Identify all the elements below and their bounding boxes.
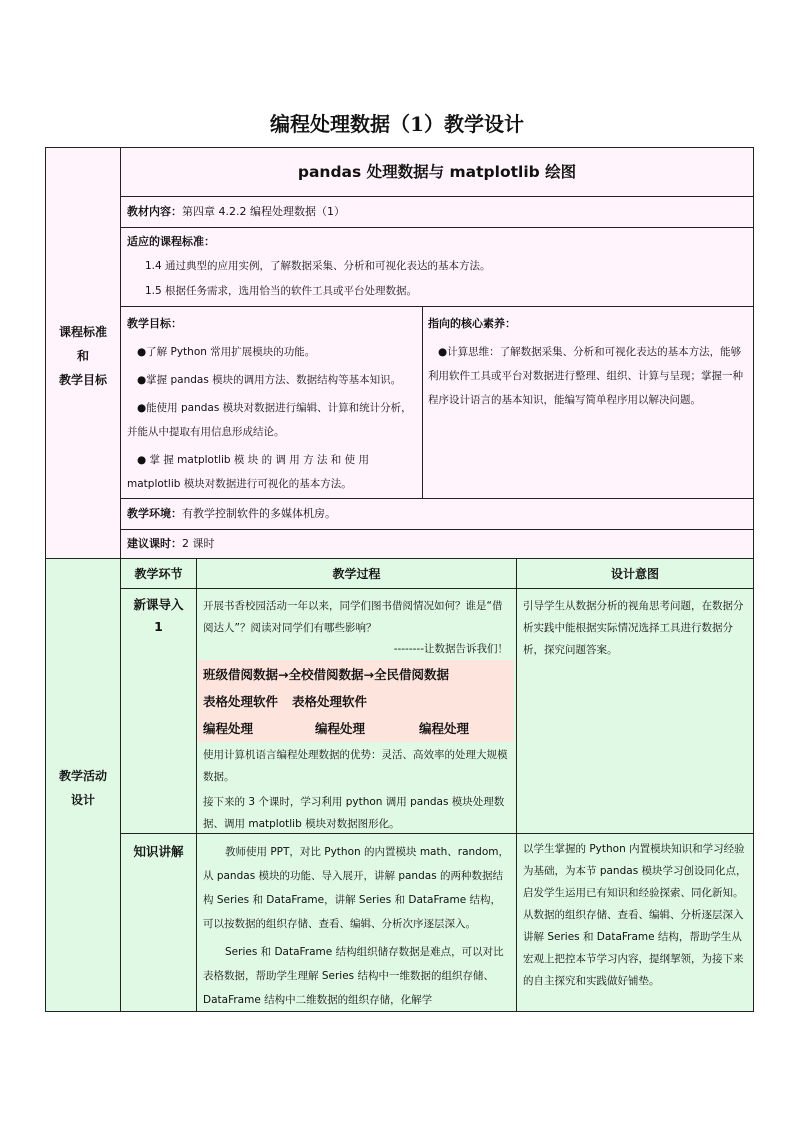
goal-item: ●掌握 pandas 模块的调用方法、数据结构等基本知识。 [137, 374, 402, 386]
standards-label: 适应的课程标准： [127, 235, 215, 248]
knowledge-para-1: 教师使用 PPT，对比 Python 的内置模块 math、random，从 pandas 模块的功能、导入展开，讲解 pandas 的两种数据结构 Series 和 DataFrame，讲解 Series 和 DataFrame 结构，可以按数据的组织存储、查看、编辑、分析次序逐层深入。 [203, 846, 509, 930]
highlight-line-3 [203, 719, 513, 739]
textbook-value: 第四章 4.2.2 编程处理数据（1） [182, 205, 345, 218]
knowledge-para-2: Series 和 DataFrame 结构组织储存数据是难点，可以对比表格数据，帮助学生理解 Series 结构中一维数据的组织存储、DataFrame 结构中二维数据的组织存储，化解学 [203, 946, 504, 1006]
textbook-row [127, 200, 747, 224]
stage-intro-number: 1 [154, 619, 163, 634]
goal-item: ●能使用 pandas 模块对数据进行编辑、计算和统计分析，并能从中提取有用信息形成结论。 [127, 402, 412, 438]
stage-knowledge: 知识讲解 [133, 844, 184, 859]
goals-block [127, 312, 417, 496]
side-label-line: 教学目标 [58, 373, 107, 387]
standard-item: 1.5 根据任务需求，选用恰当的软件工具或平台处理数据。 [145, 285, 418, 297]
header-stage: 教学环节 [134, 567, 183, 581]
hours-row [127, 532, 747, 556]
stage-intro [121, 594, 196, 638]
hours-label: 建议课时： [127, 537, 182, 550]
intro-question: 开展书香校园活动一年以来，同学们图书借阅情况如何？谁是“借阅达人”？阅读对同学们有哪些影响？ [203, 600, 503, 634]
standard-item: 1.4 通过典型的应用实例，了解数据采集、分析和可视化表达的基本方法。 [145, 260, 491, 272]
side-label-line: 教学活动 [58, 769, 107, 783]
environment-row [127, 502, 747, 526]
method-label: 编程处理 [419, 721, 470, 736]
tool-label: 表格处理软件 [203, 694, 279, 709]
side-label-line: 和 [76, 349, 89, 363]
method-label: 编程处理 [315, 721, 366, 736]
side-label-line: 设计 [70, 793, 95, 807]
page-title: 编程处理数据（1）教学设计 [270, 112, 524, 136]
header-intent: 设计意图 [610, 567, 659, 581]
core-label: 指向的核心素养： [428, 317, 516, 330]
core-text: ●计算思维：了解数据采集、分析和可视化表达的基本方法，能够利用软件工具或平台对数据进行整理、组织、计算与呈现；掌握一种程序设计语言的基本知识，能编写简单程序用以解决问题。 [428, 346, 743, 406]
knowledge-intent: 以学生掌握的 Python 内置模块知识和学习经验为基础，为本节 pandas 模块学习创设同化点，启发学生运用已有知识和经验探索、同化新知。从数据的组织存储、查看、编辑、分析逐层深入讲解 Series 和 DataFrame 结构，帮助学生从宏观上把控本节学习内容，提纲挈领，为接下来的自主探究和实践做好铺垫。 [523, 843, 747, 987]
environment-value: 有教学控制软件的多媒体机房。 [182, 507, 336, 520]
intro-slogan: --------让数据告诉我们！ [393, 643, 508, 655]
standards-block [127, 230, 747, 304]
textbook-label: 教材内容： [127, 205, 182, 218]
intro-next: 接下来的 3 个课时，学习利用 python 调用 pandas 模块处理数据、调用 matplotlib 模块对数据图形化。 [203, 796, 505, 830]
highlight-line-2 [203, 692, 513, 712]
section1-side-label [46, 320, 120, 392]
intro-advantage: 使用计算机语言编程处理数据的优势：灵活、高效率的处理大规模数据。 [203, 749, 508, 783]
method-label: 编程处理 [203, 721, 254, 736]
stage-intro-label: 新课导入 [133, 597, 184, 612]
header-process: 教学过程 [332, 567, 381, 581]
highlight-line-1: 班级借阅数据→全校借阅数据→全民借阅数据 [203, 667, 449, 682]
lesson-topic: pandas 处理数据与 matplotlib 绘图 [297, 163, 577, 181]
environment-label: 教学环境： [127, 507, 182, 520]
goals-label: 教学目标： [127, 317, 182, 330]
goal-item: ●了解 Python 常用扩展模块的功能。 [137, 346, 316, 358]
intro-intent: 引导学生从数据分析的视角思考问题，在数据分析实践中能根据实际情况选择工具进行数据分析，探究问题答案。 [523, 600, 744, 656]
hours-value: 2 课时 [182, 537, 215, 550]
side-label-line: 课程标准 [58, 325, 107, 339]
tool-label: 表格处理软件 [292, 694, 368, 709]
goal-item: ● 掌 握 matplotlib 模 块 的 调 用 方 法 和 使 用 matplotlib 模块对数据进行可视化的基本方法。 [127, 454, 369, 490]
core-block [428, 312, 748, 412]
section2-side-label [46, 764, 120, 812]
